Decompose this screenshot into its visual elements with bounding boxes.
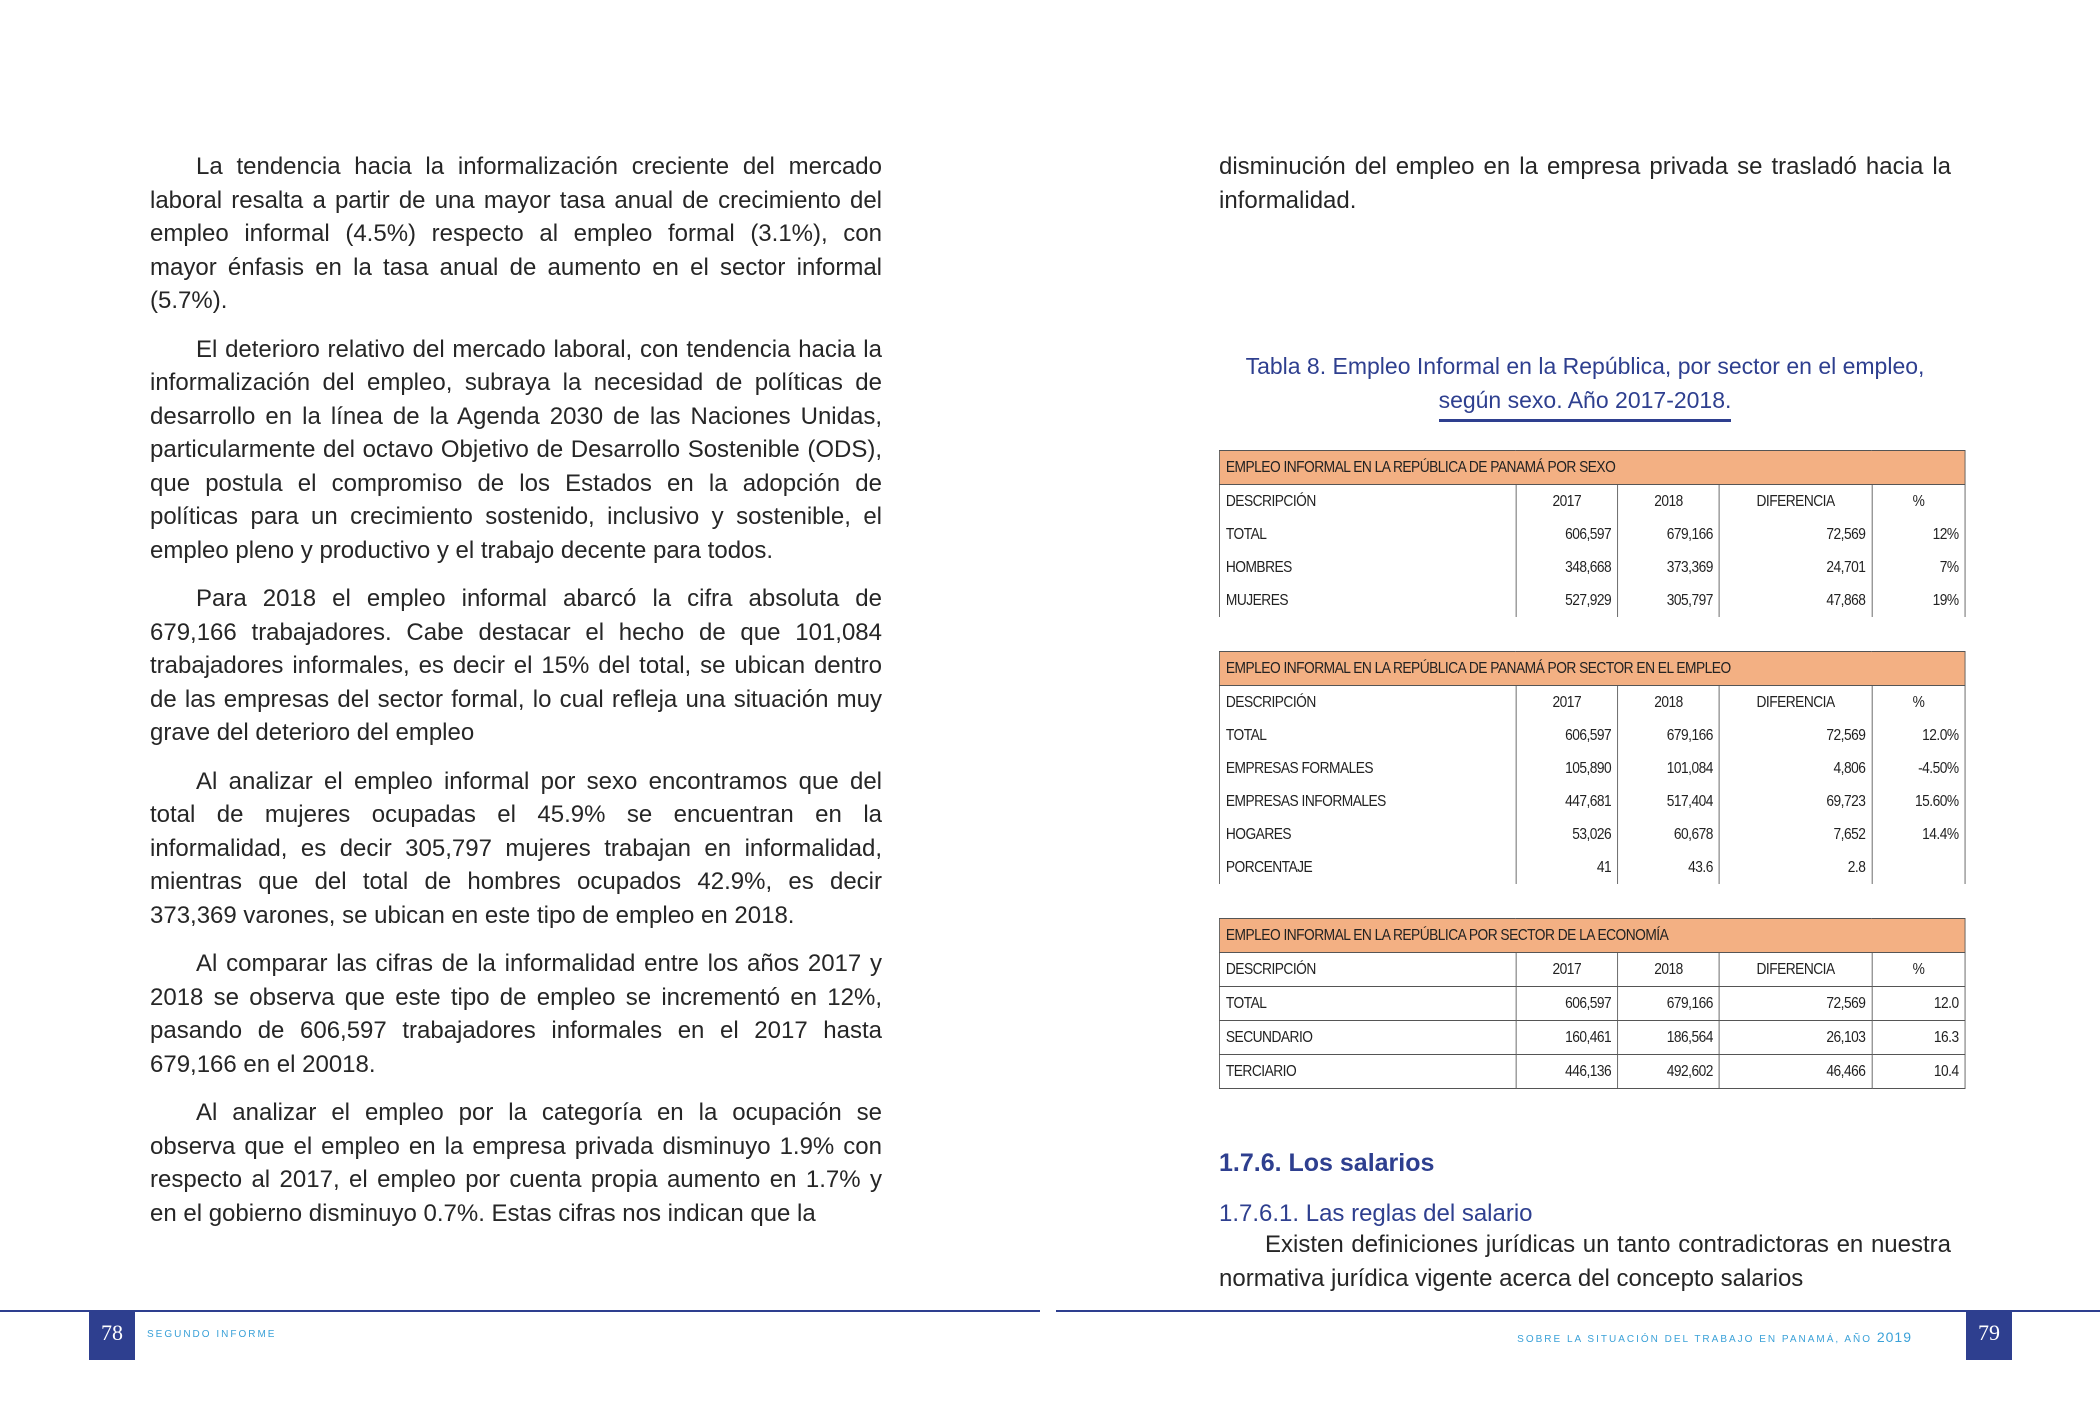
table-row [1219, 518, 1965, 551]
cell: 679,166 [1618, 518, 1720, 551]
cell: 43.6 [1618, 851, 1720, 884]
cell: 446,136 [1516, 1055, 1618, 1089]
col-header: DESCRIPCIÓN [1219, 485, 1516, 519]
cell: 69,723 [1719, 785, 1872, 818]
col-header: % [1872, 953, 1965, 987]
cell: 517,404 [1618, 785, 1720, 818]
table-row [1219, 719, 1965, 752]
col-header: DIFERENCIA [1719, 953, 1872, 987]
table-row [1219, 818, 1965, 851]
footer-rule-right [1056, 1310, 2100, 1312]
cell: 348,668 [1516, 551, 1618, 584]
cell: 101,084 [1618, 752, 1720, 785]
table-row [1219, 987, 1965, 1021]
cell: 72,569 [1719, 518, 1872, 551]
cell: 12.0 [1872, 987, 1965, 1021]
table-by-sex [1219, 450, 1966, 617]
cell: 26,103 [1719, 1021, 1872, 1055]
paragraph: El deterioro relativo del mercado laboral, con tendencia hacia la informalización del empleo, subraya la necesidad de políticas de desarrollo en la línea de la Agenda 2030 de las Naciones Unidas, particularmente del octavo Objetivo de Desarrollo Sostenible (ODS), que postula el compromiso de los Estados en la adopción de políticas para un crecimiento sostenido, inclusivo y sostenible, el empleo pleno y productivo y el trabajo decente para todos. [150, 335, 882, 564]
cell: 72,569 [1719, 719, 1872, 752]
cell: 679,166 [1618, 987, 1720, 1021]
table-title: EMPLEO INFORMAL EN LA REPÚBLICA DE PANAMÁ POR SEXO [1219, 451, 1965, 485]
cell: 7% [1872, 551, 1965, 584]
cell: 160,461 [1516, 1021, 1618, 1055]
cell: 2.8 [1719, 851, 1872, 884]
cell: HOMBRES [1219, 551, 1516, 584]
running-head-text: SOBRE LA SITUACIÓN DEL TRABAJO EN PANAMÁ, AÑO [1517, 1334, 1873, 1345]
caption-line-2: según sexo. Año 2017-2018. [1439, 383, 1732, 422]
table-title: EMPLEO INFORMAL EN LA REPÚBLICA DE PANAMÁ POR SECTOR EN EL EMPLEO [1219, 652, 1965, 686]
cell: EMPRESAS FORMALES [1219, 752, 1516, 785]
cell: PORCENTAJE [1219, 851, 1516, 884]
cell: 527,929 [1516, 584, 1618, 617]
cell: TERCIARIO [1219, 1055, 1516, 1089]
page-number-left: 78 [89, 1312, 135, 1360]
cell: 373,369 [1618, 551, 1720, 584]
col-header: 2018 [1618, 686, 1720, 720]
cell: 447,681 [1516, 785, 1618, 818]
cell: 606,597 [1516, 518, 1618, 551]
paragraph: Al analizar el empleo informal por sexo encontramos que del total de mujeres ocupadas el 45.9% se encuentran en la informalidad, es decir 305,797 mujeres trabajan en informalidad, mientras que del total de hombres ocupados 42.9%, es decir 373,369 varones, se ubican en este tipo de empleo en 2018. [150, 767, 882, 929]
cell: 12% [1872, 518, 1965, 551]
col-header: 2017 [1516, 953, 1618, 987]
cell: 492,602 [1618, 1055, 1720, 1089]
paragraph: Al comparar las cifras de la informalidad entre los años 2017 y 2018 se observa que este tipo de empleo se incrementó en 12%, pasando de 606,597 trabajadores informales en el 2017 hasta 679,166 en el 20018. [150, 950, 882, 1078]
cell: 7,652 [1719, 818, 1872, 851]
table-by-economic-sector [1219, 918, 1966, 1089]
section-heading: 1.7.6. Los salarios [1219, 1149, 1435, 1177]
col-header: 2017 [1516, 686, 1618, 720]
cell: 679,166 [1618, 719, 1720, 752]
cell: TOTAL [1219, 518, 1516, 551]
table-row [1219, 584, 1965, 617]
col-header: 2017 [1516, 485, 1618, 519]
cell: MUJERES [1219, 584, 1516, 617]
cell: 19% [1872, 584, 1965, 617]
cell: HOGARES [1219, 818, 1516, 851]
paragraph: Al analizar el empleo por la categoría en la ocupación se observa que el empleo en la empresa privada disminuyo 1.9% con respecto al 2017, el empleo por cuenta propia aumento en 1.7% y en el gobierno disminuyo 0.7%. Estas cifras nos indican que la [150, 1099, 882, 1227]
cell: 16.3 [1872, 1021, 1965, 1055]
table-title: EMPLEO INFORMAL EN LA REPÚBLICA POR SECTOR DE LA ECONOMÍA [1219, 919, 1965, 953]
cell: -4.50% [1872, 752, 1965, 785]
col-header: DESCRIPCIÓN [1219, 686, 1516, 720]
running-head-right [1517, 1329, 1912, 1345]
cell: TOTAL [1219, 719, 1516, 752]
col-header: % [1872, 686, 1965, 720]
cell: 105,890 [1516, 752, 1618, 785]
left-text-column [150, 150, 882, 1245]
running-head-year: 2019 [1876, 1329, 1912, 1345]
footer-rule-left [0, 1310, 1040, 1312]
cell: 305,797 [1618, 584, 1720, 617]
table-row [1219, 752, 1965, 785]
cell: 606,597 [1516, 719, 1618, 752]
paragraph: Existen definiciones jurídicas un tanto contradictoras en nuestra normativa jurídica vigente acerca del concepto salarios [1219, 1231, 1951, 1292]
cell: 186,564 [1618, 1021, 1720, 1055]
running-head-left: SEGUNDO INFORME [147, 1329, 277, 1340]
caption-line-1: Tabla 8. Empleo Informal en la República, por sector en el empleo, [1245, 353, 1925, 379]
col-header: DIFERENCIA [1719, 686, 1872, 720]
cell: 46,466 [1719, 1055, 1872, 1089]
table-row [1219, 1055, 1965, 1089]
cell: 60,678 [1618, 818, 1720, 851]
continuation-paragraph: disminución del empleo en la empresa privada se trasladó hacia la informalidad. [1219, 153, 1951, 214]
paragraph: Para 2018 el empleo informal abarcó la cifra absoluta de 679,166 trabajadores. Cabe destacar el hecho de que 101,084 trabajadores informales, es decir el 15% del total, se ubican dentro de las empresas del sector formal, lo cual refleja una situación muy grave del deterioro del empleo [150, 585, 882, 746]
table-row [1219, 1021, 1965, 1055]
cell: 10.4 [1872, 1055, 1965, 1089]
cell: 12.0% [1872, 719, 1965, 752]
paragraph: La tendencia hacia la informalización creciente del mercado laboral resalta a partir de una mayor tasa anual de crecimiento del empleo informal (4.5%) respecto al empleo formal (3.1%), con mayor énfasis en la tasa anual de aumento en el sector informal (5.7%). [150, 153, 882, 314]
col-header: % [1872, 485, 1965, 519]
cell: SECUNDARIO [1219, 1021, 1516, 1055]
right-text-column [1219, 150, 1959, 1310]
subsection-heading: 1.7.6.1. Las reglas del salario [1219, 1200, 1533, 1227]
page-number-right: 79 [1966, 1312, 2012, 1360]
table-row [1219, 785, 1965, 818]
cell: TOTAL [1219, 987, 1516, 1021]
cell: 606,597 [1516, 987, 1618, 1021]
cell [1872, 851, 1965, 884]
table-row [1219, 851, 1965, 884]
col-header: DESCRIPCIÓN [1219, 953, 1516, 987]
col-header: 2018 [1618, 485, 1720, 519]
cell: EMPRESAS INFORMALES [1219, 785, 1516, 818]
table-row [1219, 551, 1965, 584]
table-by-employment-sector [1219, 651, 1966, 884]
col-header: DIFERENCIA [1719, 485, 1872, 519]
cell: 53,026 [1516, 818, 1618, 851]
cell: 24,701 [1719, 551, 1872, 584]
cell: 47,868 [1719, 584, 1872, 617]
cell: 4,806 [1719, 752, 1872, 785]
col-header: 2018 [1618, 953, 1720, 987]
cell: 15.60% [1872, 785, 1965, 818]
table-caption [1219, 349, 1951, 422]
cell: 72,569 [1719, 987, 1872, 1021]
cell: 14.4% [1872, 818, 1965, 851]
cell: 41 [1516, 851, 1618, 884]
